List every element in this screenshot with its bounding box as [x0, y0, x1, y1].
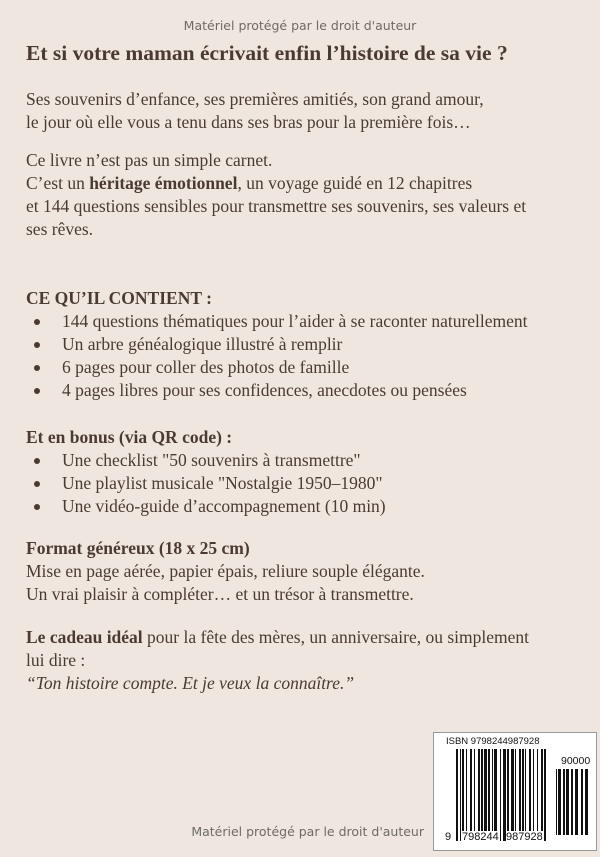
barcode-bar — [484, 749, 487, 841]
isbn-label: ISBN 9798244987928 — [446, 736, 540, 747]
barcode-bar — [529, 749, 531, 841]
format-line: Un vrai plaisir à compléter… et un trésor à transmettre. — [26, 584, 414, 604]
gift-section — [26, 626, 529, 695]
barcode-bars — [456, 749, 548, 841]
addon-code: 90000 — [561, 755, 591, 767]
barcode-digits-left: 798244 — [462, 831, 499, 843]
barcode-bar — [515, 749, 516, 841]
list-item: 4 pages libres pour ses confidences, anecdotes ou pensées — [26, 379, 528, 402]
description-paragraph — [26, 149, 526, 241]
intro-line: le jour où elle vous a tenu dans ses bras pour la première fois… — [26, 112, 471, 132]
barcode-bar — [575, 769, 578, 835]
gift-line: lui dire : — [26, 650, 86, 670]
gift-quote: “Ton histoire compte. Et je veux la connaître.” — [26, 673, 355, 693]
bonus-section — [26, 426, 386, 518]
barcode-bar — [462, 749, 464, 841]
barcode-bar — [474, 749, 475, 841]
barcode-digits-right: 987928 — [506, 831, 543, 843]
barcode-bar — [563, 769, 565, 835]
barcode-bar — [460, 749, 461, 841]
text: pour la fête des mères, un anniversaire, ou simplement — [142, 627, 530, 647]
emphasis: Le cadeau idéal — [26, 627, 143, 647]
barcode-bar — [470, 749, 472, 841]
headline: Et si votre maman écrivait enfin l’histoire de sa vie ? — [26, 41, 508, 65]
barcode-bar — [503, 749, 506, 841]
barcode-bar — [581, 769, 583, 835]
desc-line — [26, 172, 526, 195]
addon-bars — [556, 769, 600, 835]
barcode-bar — [537, 749, 538, 841]
emphasis: héritage émotionnel — [89, 173, 238, 193]
barcode-bar — [522, 749, 524, 841]
list-item: Une checklist "50 souvenirs à transmettre" — [26, 449, 386, 472]
format-line: Mise en page aérée, papier épais, reliure souple élégante. — [26, 561, 425, 581]
barcode-digit: 9 — [445, 831, 452, 843]
barcode-bar — [519, 749, 521, 841]
barcode-bar — [541, 749, 543, 841]
barcode-bar — [492, 749, 493, 841]
list-item: Une vidéo-guide d’accompagnement (10 min) — [26, 495, 386, 518]
barcode-bar — [481, 749, 483, 841]
barcode-bar — [533, 749, 534, 841]
format-section — [26, 537, 425, 606]
desc-line: ses rêves. — [26, 219, 94, 239]
barcode-bar — [525, 749, 526, 841]
barcode-bar — [488, 749, 490, 841]
barcode-bar — [585, 769, 588, 835]
isbn-barcode — [433, 732, 597, 851]
list-item: 144 questions thématiques pour l’aider à se raconter naturellement — [26, 310, 528, 333]
barcode-bar — [544, 749, 546, 841]
bonus-list — [26, 449, 386, 518]
barcode-bar — [500, 749, 501, 841]
copyright-watermark-bottom: Matériel protégé par le droit d'auteur — [191, 824, 424, 839]
desc-line: Ce livre n’est pas un simple carnet. — [26, 150, 273, 170]
format-heading: Format généreux (18 x 25 cm) — [26, 538, 250, 558]
barcode-bar — [556, 769, 557, 835]
barcode-bar — [507, 749, 509, 841]
copyright-watermark-top: Matériel protégé par le droit d'auteur — [183, 18, 417, 33]
barcode-bar — [466, 749, 467, 841]
barcode-bar — [571, 769, 573, 835]
text: , un voyage guidé en 12 chapitres — [237, 173, 473, 193]
list-item: Une playlist musicale "Nostalgie 1950–1980" — [26, 472, 386, 495]
barcode-bar — [456, 749, 458, 841]
barcode-bar — [494, 749, 497, 841]
text: C’est un — [26, 173, 90, 193]
desc-line: et 144 questions sensibles pour transmettre ses souvenirs, ses valeurs et — [26, 196, 527, 216]
bonus-heading: Et en bonus (via QR code) : — [26, 427, 233, 447]
barcode-bar — [511, 749, 514, 841]
barcode-bar — [558, 769, 561, 835]
intro-line: Ses souvenirs d’enfance, ses premières amitiés, son grand amour, — [26, 89, 484, 109]
list-item: Un arbre généalogique illustré à remplir — [26, 333, 528, 356]
list-item: 6 pages pour coller des photos de famille — [26, 356, 528, 379]
gift-line — [26, 626, 529, 649]
contents-heading: CE QU’IL CONTIENT : — [26, 288, 212, 308]
barcode-bar — [478, 749, 480, 841]
contents-section — [26, 287, 528, 402]
barcode-bar — [566, 769, 569, 835]
contents-list — [26, 310, 528, 402]
intro-paragraph — [26, 88, 484, 134]
